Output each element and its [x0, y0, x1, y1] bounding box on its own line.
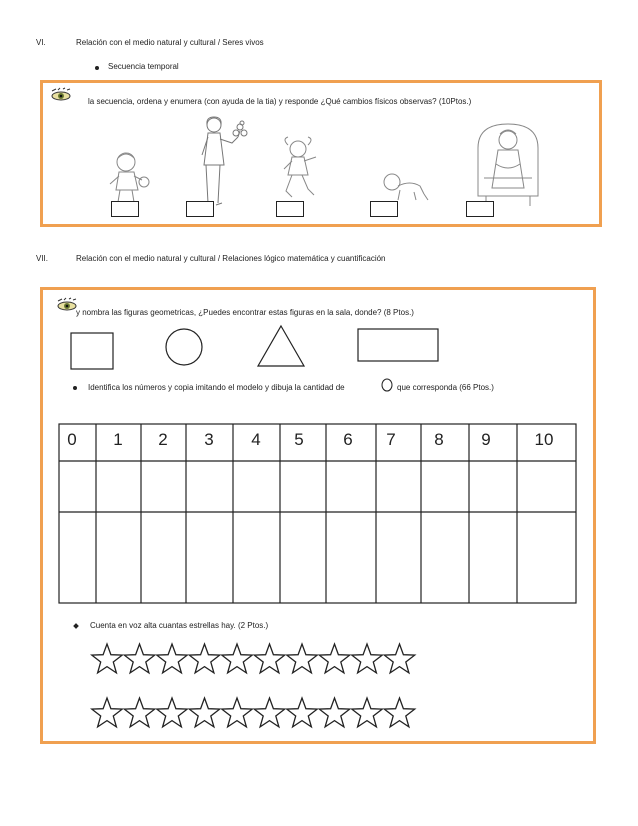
bullet-dot: [73, 386, 77, 390]
star: [352, 644, 382, 673]
star: [254, 698, 284, 727]
star: [157, 698, 187, 727]
toddler-drawing: [104, 150, 154, 205]
star: [92, 698, 122, 727]
number-cell: 3: [204, 430, 214, 449]
rectangle-shape: [357, 328, 439, 362]
section-vi-number: VI.: [36, 38, 46, 47]
number-cell: 1: [113, 430, 123, 449]
section-vi-title: Relación con el medio natural y cultural / Seres vivos: [76, 38, 264, 47]
girl-dancing-drawing: [278, 135, 323, 205]
star: [124, 698, 154, 727]
sequence-answer-box[interactable]: [370, 201, 398, 217]
eye-icon: [56, 298, 78, 312]
number-cell: 8: [434, 430, 444, 449]
number-cell: 7: [386, 430, 396, 449]
star: [384, 698, 414, 727]
triangle-shape: [257, 325, 305, 367]
star: [287, 698, 317, 727]
shapes-instruction: y nombra las figuras geometricas, ¿Puedes encontrar estas figuras en la sala, donde? (8 Ptos.): [76, 308, 414, 317]
star: [124, 644, 154, 673]
number-cell: 2: [158, 430, 168, 449]
star: [352, 698, 382, 727]
star: [222, 698, 252, 727]
star: [254, 644, 284, 673]
section-vii-title: Relación con el medio natural y cultural / Relaciones lógico matemática y cuantificación: [76, 254, 386, 263]
woman-with-flowers-drawing: [196, 115, 256, 210]
star: [319, 698, 349, 727]
numbers-instruction-start: Identifica los números y copia imitando el modelo y dibuja la cantidad de: [88, 383, 345, 392]
sequence-answer-box[interactable]: [276, 201, 304, 217]
numbers-table: [58, 423, 578, 605]
circle-shape: [164, 327, 204, 367]
star: [319, 644, 349, 673]
star: [287, 644, 317, 673]
section-vii-number: VII.: [36, 254, 49, 263]
number-cell: 5: [294, 430, 304, 449]
stars-area: [90, 642, 430, 734]
grandmother-in-chair-drawing: [470, 118, 545, 208]
star: [92, 644, 122, 673]
eye-icon: [50, 88, 72, 102]
square-shape: [70, 332, 114, 370]
number-cell: 6: [343, 430, 353, 449]
bullet-dot: [95, 66, 99, 70]
numbers-instruction-end: que corresponda (66 Ptos.): [397, 383, 494, 392]
sequence-answer-box[interactable]: [186, 201, 214, 217]
circle-icon: [381, 378, 393, 392]
star: [189, 698, 219, 727]
star: [189, 644, 219, 673]
stars-instruction: Cuenta en voz alta cuantas estrellas hay. (2 Ptos.): [90, 621, 269, 630]
number-cell: 9: [481, 430, 491, 449]
section-vi-bullet: Secuencia temporal: [108, 62, 179, 71]
number-cell: 4: [251, 430, 261, 449]
sequence-answer-box[interactable]: [111, 201, 139, 217]
star: [222, 644, 252, 673]
star: [157, 644, 187, 673]
crawling-baby-drawing: [380, 170, 430, 205]
number-cell: 0: [67, 430, 77, 449]
star: [384, 644, 414, 673]
number-cell: 10: [534, 430, 554, 449]
sequence-instruction: la secuencia, ordena y enumera (con ayuda de la tia) y responde ¿Qué cambios físicos observas? (10Ptos.): [88, 97, 472, 106]
sequence-answer-box[interactable]: [466, 201, 494, 217]
